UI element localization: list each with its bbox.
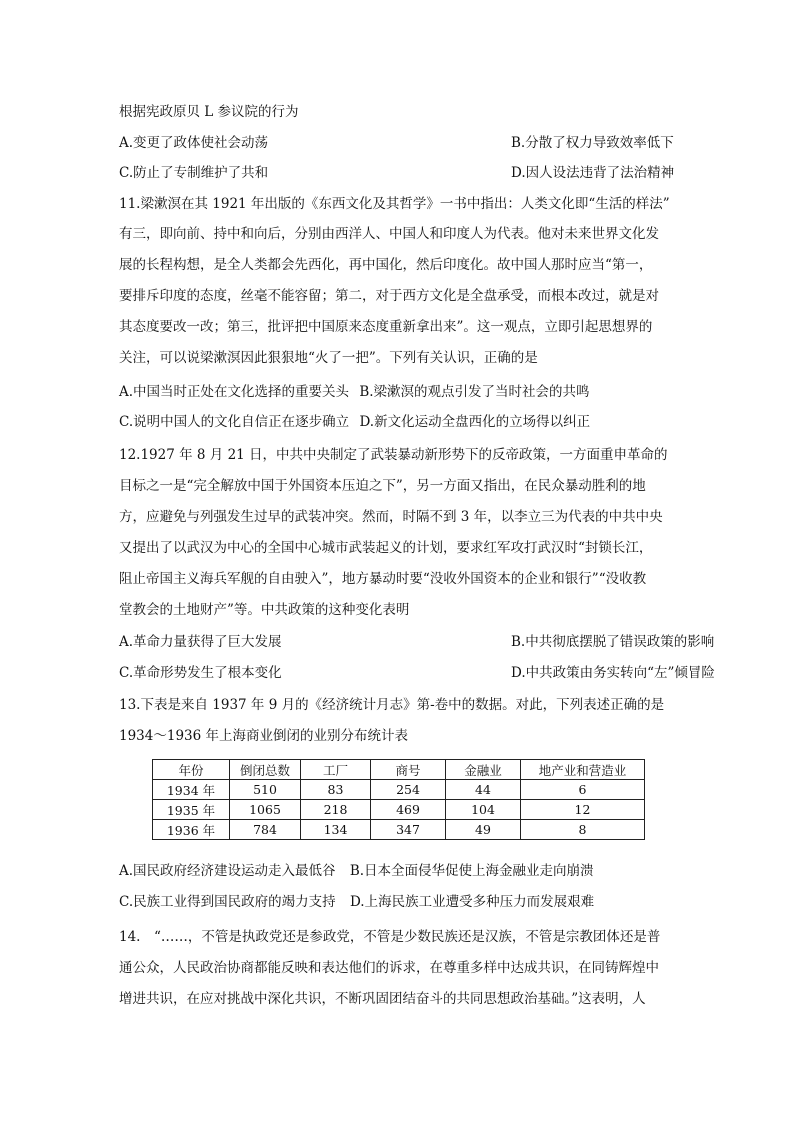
table-cell: 12 — [521, 800, 645, 820]
table-cell: 134 — [301, 820, 371, 840]
table-row — [153, 820, 645, 840]
table-header-cell: 商号 — [371, 760, 446, 780]
table-cell: 784 — [230, 820, 301, 840]
q11-line-1: 11.梁漱溟在其 1921 年出版的《东西文化及其哲学》一书中指出：人类文化即“生活的样法” — [119, 196, 670, 212]
q12-option-c: C.革命形势发生了根本变化 — [119, 665, 282, 681]
table-row — [153, 800, 645, 820]
table-cell: 8 — [521, 820, 645, 840]
q13-option-row-2 — [119, 893, 594, 911]
table-cell: 254 — [371, 780, 446, 800]
q11-option-row-2 — [119, 413, 590, 431]
table-row — [153, 780, 645, 800]
statistics-table — [152, 759, 645, 840]
table-cell: 83 — [301, 780, 371, 800]
table-cell: 347 — [371, 820, 446, 840]
q13-line-1: 13.下表是来自 1937 年 9 月的《经济统计月志》第-卷中的数据。对此，下列表述正确的是 — [119, 697, 665, 713]
q13-option-row-1 — [119, 862, 594, 880]
q10-option-row-2 — [119, 164, 675, 182]
q12-line-1: 12.1927 年 8 月 21 日，中共中央制定了武装暴动新形势下的反帝政策，一方面重申革命的 — [119, 447, 668, 463]
q12-option-a: A.革命力量获得了巨大发展 — [119, 634, 282, 650]
q13-option-d: D.上海民族工业遭受多种压力而发展艰难 — [349, 894, 595, 910]
q14-line-1: 14. “……，不管是执政党还是参政党，不管是少数民族还是汉族，不管是宗教团体还是普 — [119, 929, 661, 945]
table-header-cell: 工厂 — [301, 760, 371, 780]
table-cell: 44 — [446, 780, 521, 800]
q12-line-2: 目标之一是“完全解放中国于外国资本压迫之下”，另一方面又指出，在民众暴动胜利的地 — [119, 478, 646, 494]
q11-line-5: 其态度要改一改；第三，批评把中国原来态度重新拿出来”。这一观点，立即引起思想界的 — [119, 319, 653, 335]
q11-option-row-1 — [119, 383, 590, 401]
table-header-cell: 倒闭总数 — [230, 760, 301, 780]
q11-option-c: C.说明中国人的文化自信正在逐步确立 — [119, 414, 350, 430]
q12-line-4: 又提出了以武汉为中心的全国中心城市武装起义的计划，要求红军攻打武汉时“封锁长江， — [119, 540, 653, 556]
q10-option-b: B.分散了权力导致效率低下 — [511, 135, 674, 151]
q12-line-3: 方，应避免与列强发生过早的武装冲突。然而，时隔不到 3 年，以李立三为代表的中共中央 — [119, 509, 663, 525]
q13-option-b: B.日本全面侵华促使上海金融业走向崩溃 — [349, 863, 594, 879]
table-header-cell: 地产业和营造业 — [521, 760, 645, 780]
q10-option-c: C.防止了专制维护了共和 — [119, 165, 269, 181]
q11-option-b: B.梁漱溟的观点引发了当时社会的共鸣 — [359, 384, 590, 400]
q11-line-4: 要排斥印度的态度，丝毫不能容留；第二，对于西方文化是全盘承受，而根本改过，就是对 — [119, 288, 659, 304]
table-cell: 469 — [371, 800, 446, 820]
q11-line-6: 关注，可以说梁漱溟因此狠狠地“火了一把”。下列有关认识，正确的是 — [119, 350, 538, 366]
table-cell: 510 — [230, 780, 301, 800]
q11-line-3: 展的长程构想，是全人类都会先西化，再中国化，然后印度化。故中国人那时应当“第一， — [119, 257, 653, 273]
table-cell: 49 — [446, 820, 521, 840]
q13-option-c: C.民族工业得到国民政府的竭力支持 — [119, 894, 336, 910]
table-cell: 6 — [521, 780, 645, 800]
q12-option-b: B.中共彻底摆脱了错误政策的影响 — [511, 634, 715, 650]
q12-line-6: 堂教会的土地财产”等。中共政策的这种变化表明 — [119, 602, 410, 618]
q11-option-a: A.中国当时正处在文化选择的重要关头 — [119, 384, 350, 400]
table-cell: 1935 年 — [153, 800, 230, 820]
table-header-cell: 金融业 — [446, 760, 521, 780]
q11-option-d: D.新文化运动全盘西化的立场得以纠正 — [359, 414, 591, 430]
q11-line-2: 有三，即向前、持中和向后，分别由西洋人、中国人和印度人为代表。他对未来世界文化发 — [119, 226, 659, 242]
table-header-row — [153, 760, 645, 780]
table-header-cell: 年份 — [153, 760, 230, 780]
q10-option-d: D.因人设法违背了法治精神 — [511, 165, 675, 181]
table-cell: 1065 — [230, 800, 301, 820]
q10-option-row-1 — [119, 134, 674, 152]
table-cell: 104 — [446, 800, 521, 820]
q14-line-3: 增进共识，在应对挑战中深化共识，不断巩固团结奋斗的共同思想政治基础。”这表明，人 — [119, 991, 646, 1007]
q10-option-a: A.变更了政体使社会动荡 — [119, 135, 269, 151]
q10-stem-tail: 根据宪政原贝 L 参议院的行为 — [119, 104, 299, 120]
q12-line-5: 阻止帝国主义海兵军舰的自由驶入”，地方暴动时要“没收外国资本的企业和银行”“没收教 — [119, 571, 647, 587]
q12-option-row-2 — [119, 664, 715, 682]
q13-table-caption: 1934～1936 年上海商业倒闭的业别分布统计表 — [119, 728, 409, 744]
q13-option-a: A.国民政府经济建设运动走入最低谷 — [119, 863, 336, 879]
q12-option-d: D.中共政策由务实转向“左”倾冒险 — [511, 665, 715, 681]
table-cell: 1934 年 — [153, 780, 230, 800]
q14-line-2: 通公众，人民政治协商都能反映和表达他们的诉求，在尊重多样中达成共识，在同铸辉煌中 — [119, 960, 659, 976]
q12-option-row-1 — [119, 633, 715, 651]
table-cell: 1936 年 — [153, 820, 230, 840]
table-cell: 218 — [301, 800, 371, 820]
